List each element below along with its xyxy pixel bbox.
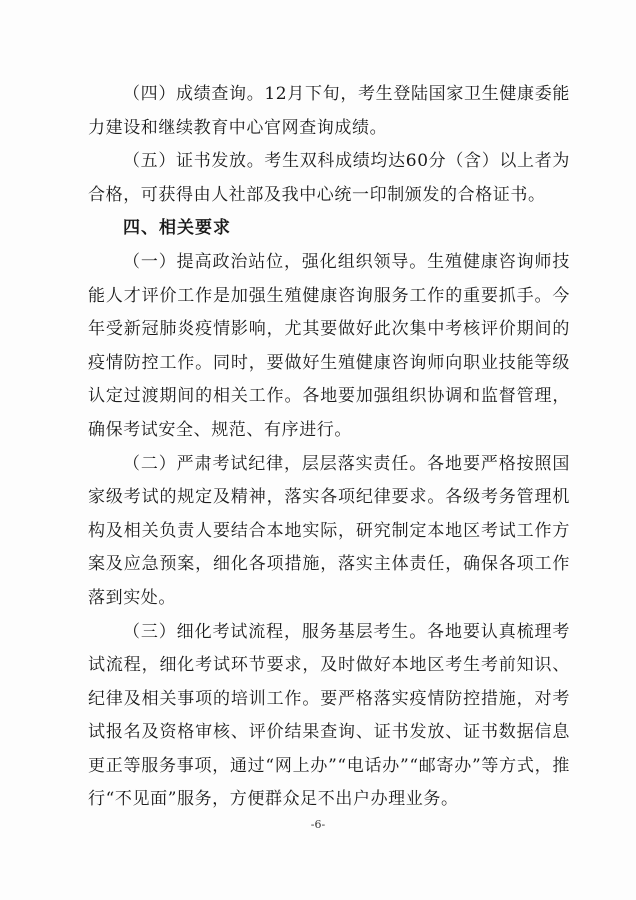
document-body [88, 78, 570, 817]
paragraph-text: 各地要严格按照国家级考试的规定及精神，落实各项纪律要求。各级考务管理机构及相关负责人要结合本地实际，研究制定本地区考试工作方案及应急预案，细化各项措施，落实主体责任，确保各项工作落到实处。 [88, 453, 570, 608]
paragraph-text: 各地要认真梳理考试流程，细化考试环节要求，及时做好本地区考生考前知识、纪律及相关事项的培训工作。要严格落实疫情防控措施，对考试报名及资格审核、评价结果查询、证书发放、证书数据信息更正等服务事项，通过“网上办”“电话办”“邮寄办”等方式，推行“不见面”服务，方便群众足不出户办理业务。 [88, 621, 570, 810]
page-number: -6- [310, 818, 326, 831]
paragraph-requirement-2 [88, 448, 570, 616]
section-heading: 四、相关要求 [123, 218, 231, 239]
paragraph-lead: （三）细化考试流程，服务基层考生。 [123, 621, 428, 642]
paragraph-score-inquiry [88, 78, 570, 145]
paragraph-certificate-issuance [88, 145, 570, 212]
paragraph-lead: （一）提高政治站位，强化组织领导。 [123, 251, 428, 272]
paragraph-lead: （四）成绩查询。 [123, 84, 265, 104]
paragraph-text: 生殖健康咨询师技能人才评价工作是加强生殖健康咨询服务工作的重要抓手。今年受新冠肺炎疫情影响，尤其要做好此次集中考核评价期间的疫情防控工作。同时，要做好生殖健康咨询师向职业技能等级认定过渡期间的相关工作。各地要加强组织协调和监督管理，确保考试安全、规范、有序进行。 [88, 251, 570, 440]
paragraph-lead: （二）严肃考试纪律，层层落实责任。 [123, 453, 428, 474]
paragraph-requirement-1 [88, 246, 570, 448]
paragraph-text: 12月下旬，考生登陆国家卫生健康委能力建设和继续教育中心官网查询成绩。 [88, 84, 570, 138]
paragraph-text: 考生双科成绩均达60分（含）以上者为合格，可获得由人社部及我中心统一印制颁发的合格证书。 [88, 151, 570, 205]
paragraph-requirement-3 [88, 616, 570, 818]
paragraph-lead: （五）证书发放。 [123, 151, 265, 172]
